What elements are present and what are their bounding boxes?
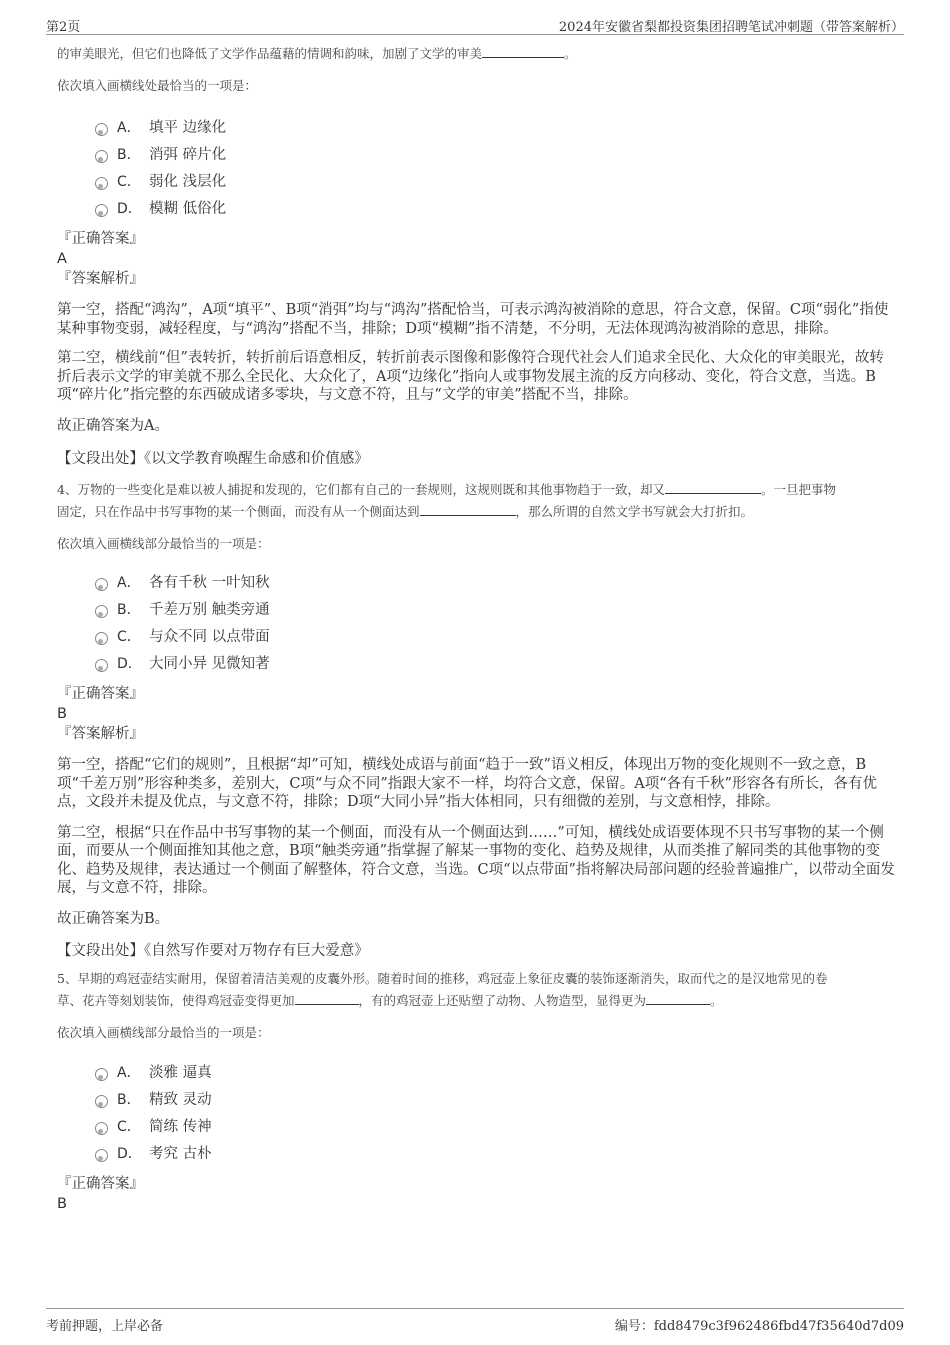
question-5-options [57, 1060, 897, 1168]
analysis-paragraph: 第一空，搭配“鸿沟”，A项“填平”、B项“消弭”均与“鸿沟”搭配恰当，可表示鸿沟被消除的意思，符合文意，保留。C项“弱化”指使某种事物变弱，减轻程度，与“鸿沟”搭配不当，排除；D项“模糊”指不清楚，不分明，无法体现鸿沟被消除的意思，排除。 [57, 302, 889, 337]
option-b[interactable]: B． 精致 灵动 [57, 1087, 897, 1114]
radio-icon[interactable] [95, 659, 108, 672]
question-4-instruction: 依次填入画横线部分最恰当的一项是： [57, 536, 270, 551]
source-citation: 【文段出处】《自然写作要对万物存有巨大爱意》 [57, 943, 369, 959]
question-3-options [57, 115, 897, 223]
radio-icon[interactable] [95, 1068, 108, 1081]
option-c[interactable]: C． 与众不同 以点带面 [57, 624, 897, 651]
page-header [46, 14, 904, 35]
analysis-label: 『答案解析』 [57, 726, 144, 742]
correct-answer: B [57, 1196, 67, 1212]
radio-icon[interactable] [95, 204, 108, 217]
correct-answer: B [57, 706, 67, 722]
radio-icon[interactable] [95, 150, 108, 163]
radio-icon[interactable] [95, 1122, 108, 1135]
answer-label: 『正确答案』 [57, 1176, 144, 1192]
option-b[interactable]: B． 消弭 碎片化 [57, 142, 897, 169]
option-a[interactable]: A． 淡雅 逼真 [57, 1060, 897, 1087]
analysis-paragraph: 第一空，搭配“它们的规则”，且根据“却”可知，横线处成语与前面“趋于一致”语义相反，体现出万物的变化规则不一致之意，B项“千差万别”形容种类多，差别大，C项“与众不同”指跟大家不一样，均符合文意，保留。A项“各有千秋”形容各有所长，各有优点，文段并未提及优点，与文意不符，排除；D项“大同小异”指大体相同，只有细微的差别，与文意相悖，排除。 [57, 757, 878, 810]
option-d[interactable]: D． 考究 古朴 [57, 1141, 897, 1168]
option-c[interactable]: C． 简练 传神 [57, 1114, 897, 1141]
answer-label: 『正确答案』 [57, 686, 144, 702]
radio-icon[interactable] [95, 605, 108, 618]
option-d[interactable]: D． 模糊 低俗化 [57, 196, 897, 223]
question-3-tail: 的审美眼光，但它们也降低了文学作品蕴藉的情调和韵味，加剧了文学的审美 。 [57, 46, 577, 61]
radio-icon[interactable] [95, 1149, 108, 1162]
question-4-stem: 4、万物的一些变化是难以被人捕捉和发现的，它们都有自己的一套规则，这规则既和其他事物趋于一致，却又 。一旦把事物 固定，只在作品中书写事物的某一个侧面，而没有从一个侧面达到 ，那么所谓的自然文学书写就会大打折扣。 [57, 482, 836, 519]
radio-icon[interactable] [95, 632, 108, 645]
question-4-options [57, 570, 897, 678]
analysis-paragraph: 第二空，根据“只在作品中书写事物的某一个侧面，而没有从一个侧面达到……”可知，横线处成语要体现不只书写事物的某一个侧面，而要从一个侧面推知其他之意，B项“触类旁通”指掌握了解某一事物的变化、趋势及规律，从而类推了解同类的其他事物的变化、趋势及规律，表达通过一个侧面了解整体，符合文意，当选。C项“以点带面”指将解决局部问题的经验普遍推广，以带动全面发展，与文意不符，排除。 [57, 824, 895, 896]
option-c[interactable]: C． 弱化 浅层化 [57, 169, 897, 196]
question-5-stem: 5、早期的鸡冠壶结实耐用，保留着清洁美观的皮囊外形。随着时间的推移，鸡冠壶上象征皮囊的装饰逐渐消失，取而代之的是汉地常见的卷 草、花卉等刻划装饰，使得鸡冠壶变得更加 ，有的鸡冠壶上还贴塑了动物、人物造型，显得更为 。 [57, 971, 828, 1008]
document-title: 2024年安徽省梨都投资集团招聘笔试冲刺题（带答案解析） [558, 20, 904, 35]
option-d[interactable]: D． 大同小异 见微知著 [57, 651, 897, 678]
radio-icon[interactable] [95, 123, 108, 136]
radio-icon[interactable] [95, 1095, 108, 1108]
analysis-conclusion: 故正确答案为B。 [57, 910, 170, 927]
option-a[interactable]: A． 各有千秋 一叶知秋 [57, 570, 897, 597]
answer-label: 『正确答案』 [57, 231, 144, 247]
radio-icon[interactable] [95, 177, 108, 190]
question-5-instruction: 依次填入画横线部分最恰当的一项是： [57, 1025, 270, 1040]
main-content [57, 44, 897, 1214]
correct-answer: A [57, 251, 67, 267]
footer-slogan: 考前押题，上岸必备 [46, 1319, 164, 1334]
document-code: 编号：fdd8479c3f962486fbd47f35640d7d09 [614, 1319, 904, 1334]
fill-blank [482, 45, 564, 58]
radio-icon[interactable] [95, 578, 108, 591]
analysis-paragraph: 第二空，横线前“但”表转折，转折前后语意相反，转折前表示图像和影像符合现代社会人们追求全民化、大众化的审美眼光，故转折后表示文学的审美就不那么全民化、大众化了，A项“边缘化”指向人或事物发展主流的反方向移动、变化，符合文意，当选。B项“碎片化”指完整的东西破成诸多零块，与文意不符，且与“文学的审美”搭配不当，排除。 [57, 350, 884, 403]
fill-blank [420, 503, 516, 516]
source-citation: 【文段出处】《以文学教育唤醒生命感和价值感》 [57, 451, 369, 467]
fill-blank [295, 992, 359, 1005]
page-footer [46, 1308, 904, 1334]
question-3-instruction: 依次填入画横线处最恰当的一项是： [57, 78, 258, 93]
analysis-conclusion: 故正确答案为A。 [57, 417, 169, 434]
analysis-label: 『答案解析』 [57, 271, 144, 287]
option-b[interactable]: B． 千差万别 触类旁通 [57, 597, 897, 624]
option-a[interactable]: A． 填平 边缘化 [57, 115, 897, 142]
fill-blank [646, 992, 710, 1005]
page-number: 第2页 [46, 20, 81, 35]
fill-blank [665, 481, 761, 494]
